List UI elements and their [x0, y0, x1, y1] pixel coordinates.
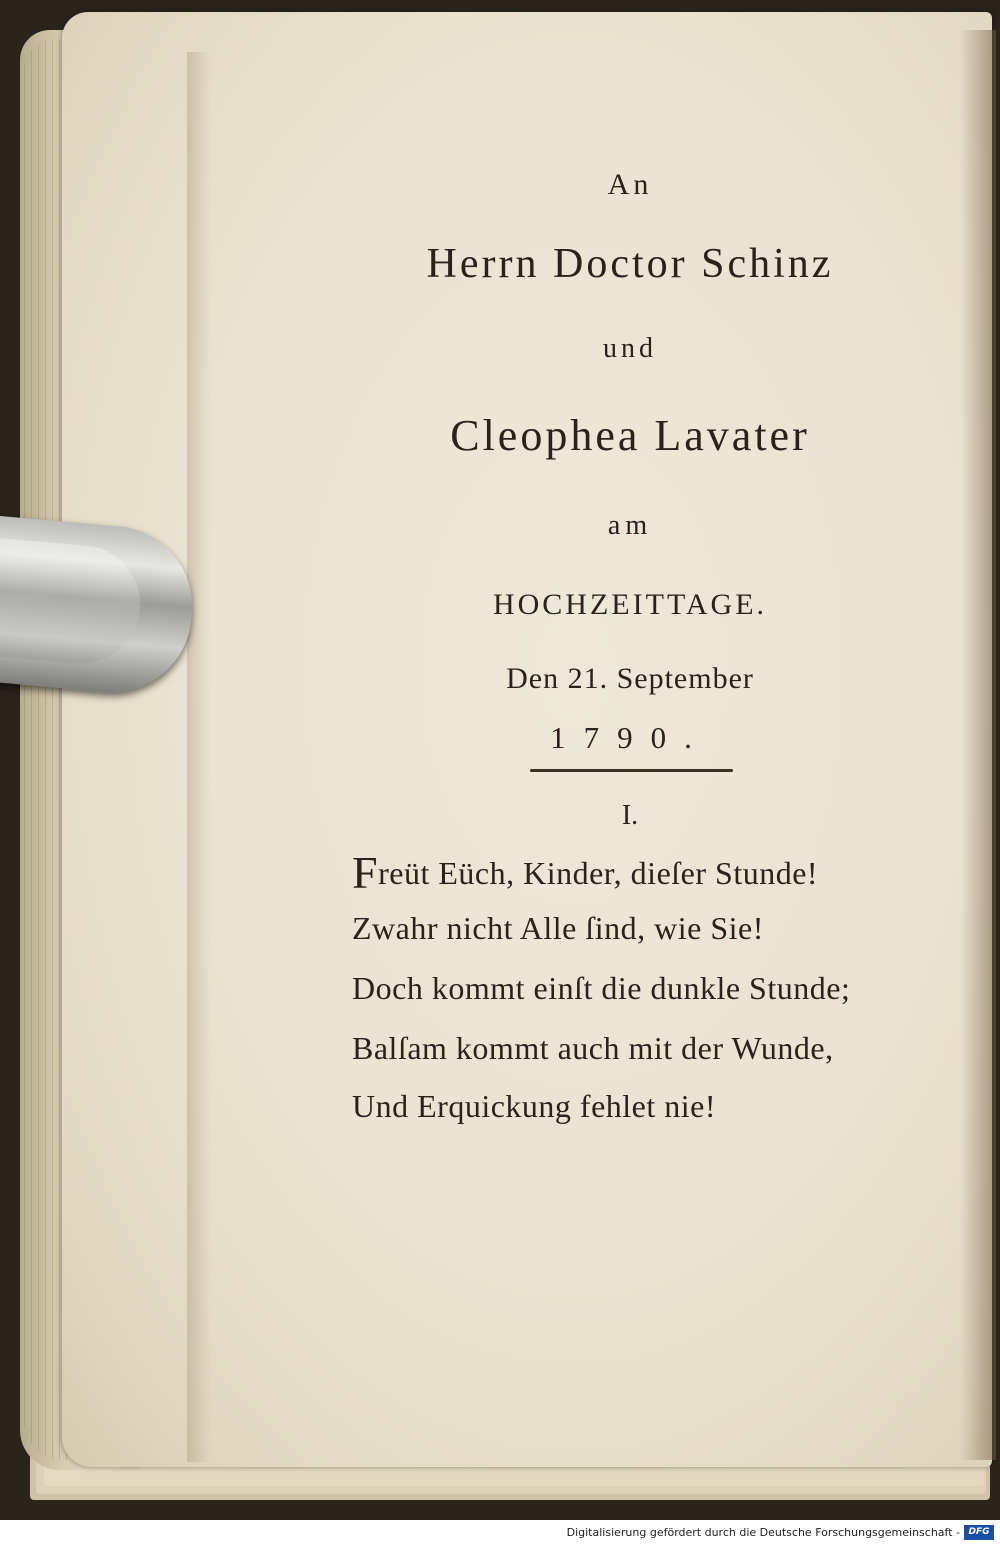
verse-line: Doch kommt einſt die dunkle Stunde;	[352, 970, 851, 1006]
heading-und: und	[603, 333, 657, 364]
heading-an: An	[607, 168, 653, 201]
footer-credit: Digitalisierung gefördert durch die Deutsche Forschungsgemeinschaft -	[566, 1526, 960, 1539]
drop-cap: F	[352, 847, 379, 898]
heading-date: Den 21. September	[506, 662, 754, 695]
divider-rule	[530, 769, 733, 772]
verse-line	[352, 847, 819, 898]
right-edge-shadow	[960, 30, 996, 1460]
heading-occasion: HOCHZEITTAGE.	[492, 588, 768, 621]
heading-recipient-1: Herrn Doctor Schinz	[426, 241, 834, 287]
heading-year: 1790.	[550, 720, 710, 755]
verse-line: Zwahr nicht Alle ſind, wie Sie!	[352, 910, 764, 946]
verse-line: Und Erquickung fehlet nie!	[352, 1088, 716, 1124]
footer-bar	[0, 1520, 1000, 1546]
page-gutter-shadow	[187, 52, 211, 1462]
verse-line-text: reüt Eüch, Kinder, dieſer Stunde!	[378, 855, 819, 891]
heading-am: am	[607, 510, 653, 541]
page-clip-highlight	[0, 535, 145, 668]
stanza-number: I.	[621, 800, 639, 831]
verse-line: Balſam kommt auch mit der Wunde,	[352, 1030, 834, 1066]
heading-recipient-2: Cleophea Lavater	[450, 411, 810, 460]
dfg-logo-icon: DFG	[964, 1525, 994, 1540]
